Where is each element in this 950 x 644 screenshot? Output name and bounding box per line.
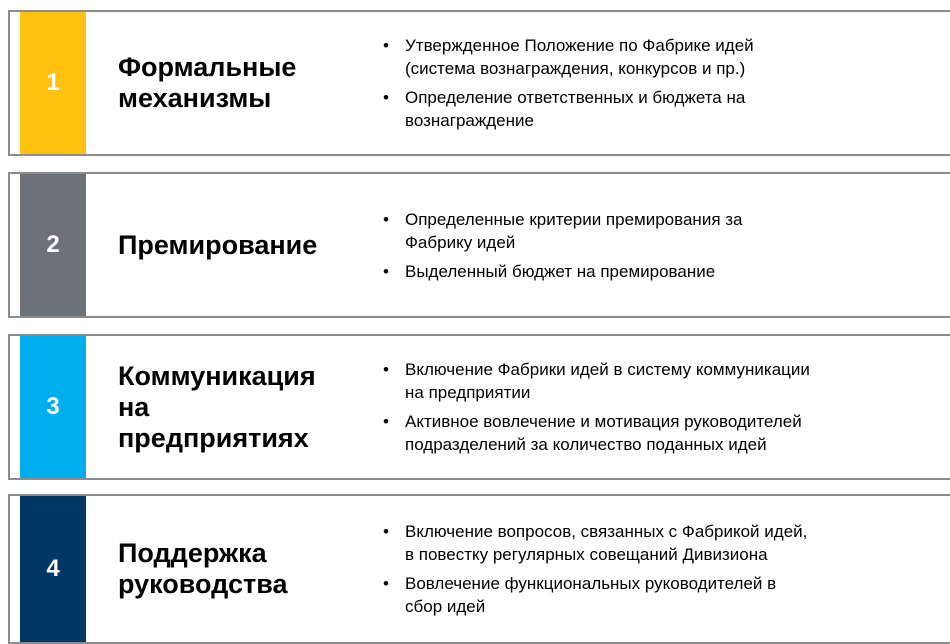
bullet-text-line: вознаграждение	[405, 111, 534, 130]
number-badge	[20, 336, 86, 478]
bullet-item	[377, 86, 937, 132]
bullet-list	[377, 336, 937, 478]
bullet-text-line: сбор идей	[405, 597, 486, 616]
bullet-item	[377, 358, 937, 404]
bullet-dot-icon: •	[383, 36, 389, 55]
row-title	[118, 496, 368, 642]
bullet-item	[377, 410, 937, 456]
row-title	[118, 174, 368, 316]
bullet-dot-icon: •	[383, 522, 389, 541]
row-number: 2	[46, 231, 60, 258]
bullet-item	[377, 260, 937, 283]
bullet-text-line: Выделенный бюджет на премирование	[405, 261, 716, 281]
row-number: 4	[46, 555, 60, 582]
number-badge	[20, 12, 86, 154]
number-badge	[20, 174, 86, 316]
bullet-item	[377, 572, 937, 618]
bullet-text-line: Включение Фабрики идей в систему коммуникации	[405, 360, 810, 379]
bullet-item	[377, 208, 937, 254]
bullet-text-line: Утвержденное Положение по Фабрике идей	[405, 36, 754, 55]
title-line: Премирование	[118, 229, 318, 260]
row-number: 3	[46, 393, 60, 420]
bullet-text-line: на предприятии	[405, 383, 531, 402]
bullet-text-line: Вовлечение функциональных руководителей в	[405, 574, 777, 593]
title-line: предприятиях	[118, 422, 309, 453]
bullet-text-line: в повестку регулярных совещаний Дивизиона	[405, 545, 768, 564]
bullet-text-line: подразделений за количество поданных идей	[405, 435, 767, 454]
title-line: механизмы	[118, 83, 272, 113]
bullet-text-line: Активное вовлечение и мотивация руководителей	[405, 412, 802, 431]
title-line: Коммуникация	[118, 360, 316, 391]
row-formal-mechanisms	[8, 10, 950, 156]
row-title	[118, 336, 368, 478]
bullet-list	[377, 174, 937, 316]
bullet-list	[377, 496, 937, 642]
row-number: 1	[46, 69, 60, 96]
bullet-item	[377, 34, 937, 80]
bullet-dot-icon: •	[383, 261, 389, 281]
bullet-dot-icon: •	[383, 88, 389, 107]
bullet-list	[377, 12, 937, 154]
title-line: Формальные	[118, 52, 297, 82]
bullet-dot-icon: •	[383, 574, 389, 593]
row-bonuses	[8, 172, 950, 318]
bullet-dot-icon: •	[383, 209, 389, 229]
row-title	[118, 12, 368, 154]
row-management-support	[8, 494, 950, 644]
number-badge	[20, 496, 86, 642]
title-line: Поддержка	[118, 538, 267, 568]
title-line: на	[118, 391, 150, 422]
bullet-item	[377, 520, 937, 566]
bullet-text-line: Определенные критерии премирования за	[405, 209, 743, 229]
bullet-text-line: Включение вопросов, связанных с Фабрикой идей,	[405, 522, 808, 541]
bullet-text-line: Фабрику идей	[405, 232, 516, 252]
bullet-dot-icon: •	[383, 412, 389, 431]
title-line: руководства	[118, 569, 288, 599]
bullet-text-line: (система вознаграждения, конкурсов и пр.)	[405, 59, 746, 78]
row-communication	[8, 334, 950, 480]
bullet-dot-icon: •	[383, 360, 389, 379]
bullet-text-line: Определение ответственных и бюджета на	[405, 88, 746, 107]
